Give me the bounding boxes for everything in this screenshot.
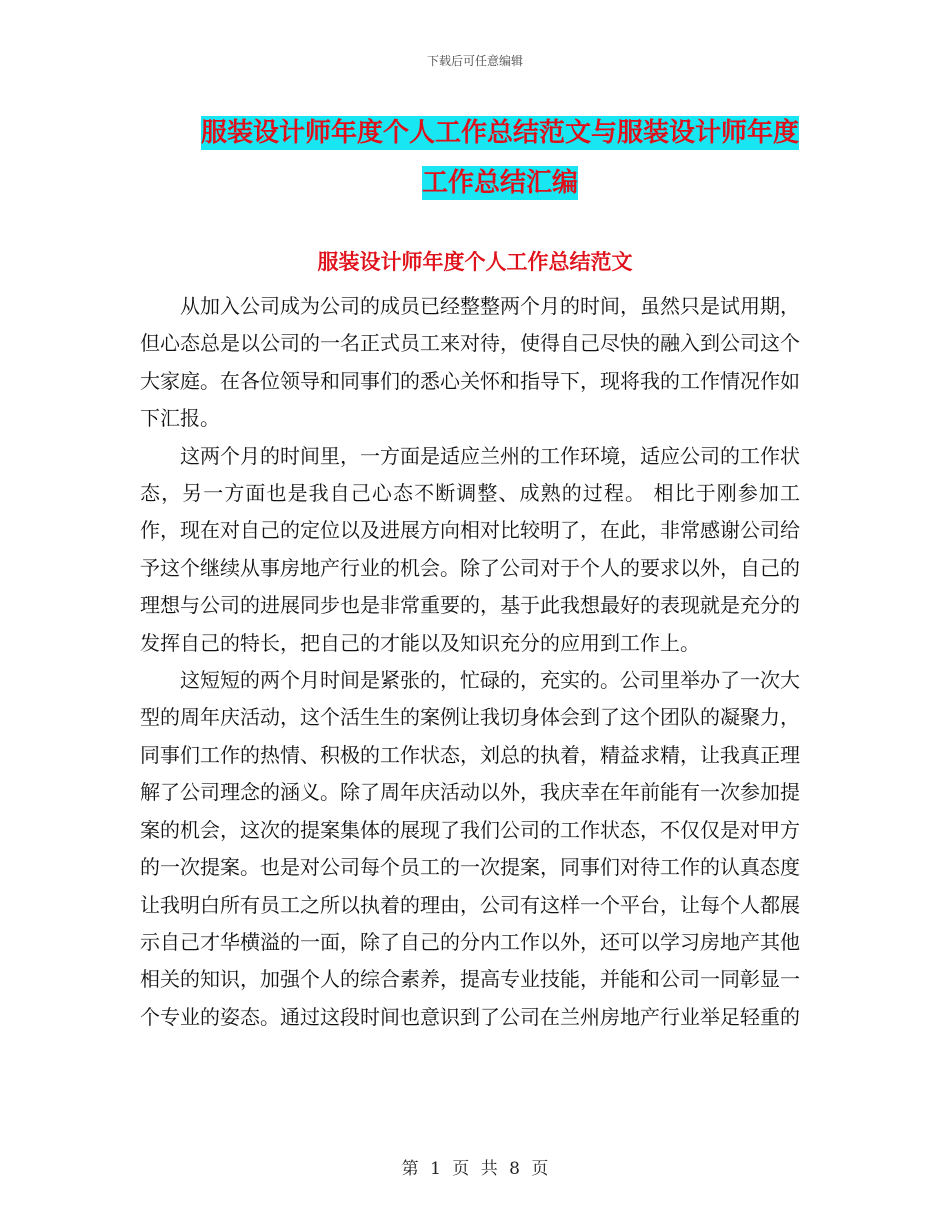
title-line-2: 工作总结汇编 [421,168,578,198]
document-title [140,108,860,208]
title-line-1: 服装设计师年度个人工作总结范文与服装设计师年度 [200,118,799,148]
section-title: 服装设计师年度个人工作总结范文 [317,250,633,274]
header-note: 下载后可任意编辑 [426,54,523,68]
page-number: 第 1 页 共 8 页 [401,1159,549,1179]
paragraph: 这两个月的时间里，一方面是适应兰州的工作环境，适应公司的工作状态，另一方面也是我自己心态不断调整、成熟的过程。 相比于刚参加工作，现在对自己的定位以及进展方向相对比较明了，在此，非常感谢公司给予这个继续从事房地产行业的机会。除了公司对于个人的要求以外，自己的理想与公司的进展同步也是非常重要的，基于此我想最好的表现就是充分的发挥自己的特长，把自己的才能以及知识充分的应用到工作上。 [140,443,800,655]
body-text [140,288,800,1036]
paragraph: 这短短的两个月时间是紧张的，忙碌的，充实的。公司里举办了一次大型的周年庆活动，这个活生生的案例让我切身体会到了这个团队的凝聚力，同事们工作的热情、积极的工作状态，刘总的执着，精益求精，让我真正理解了公司理念的涵义。除了周年庆活动以外，我庆幸在年前能有一次参加提案的机会，这次的提案集体的展现了我们公司的工作状态，不仅仅是对甲方的一次提案。也是对公司每个员工的一次提案，同事们对待工作的认真态度让我明白所有员工之所以执着的理由，公司有这样一个平台，让每个人都展示自己才华横溢的一面，除了自己的分内工作以外，还可以学习房地产其他相关的知识，加强个人的综合素养，提高专业技能，并能和公司一同彰显一个专业的姿态。通过这段时间也意识到了公司在兰州房地产行业举足轻重的 [140,668,800,1029]
paragraph: 从加入公司成为公司的成员已经整整两个月的时间，虽然只是试用期，但心态总是以公司的一名正式员工来对待，使得自己尽快的融入到公司这个大家庭。在各位领导和同事们的悉心关怀和指导下，现将我的工作情况作如下汇报。 [140,294,800,431]
